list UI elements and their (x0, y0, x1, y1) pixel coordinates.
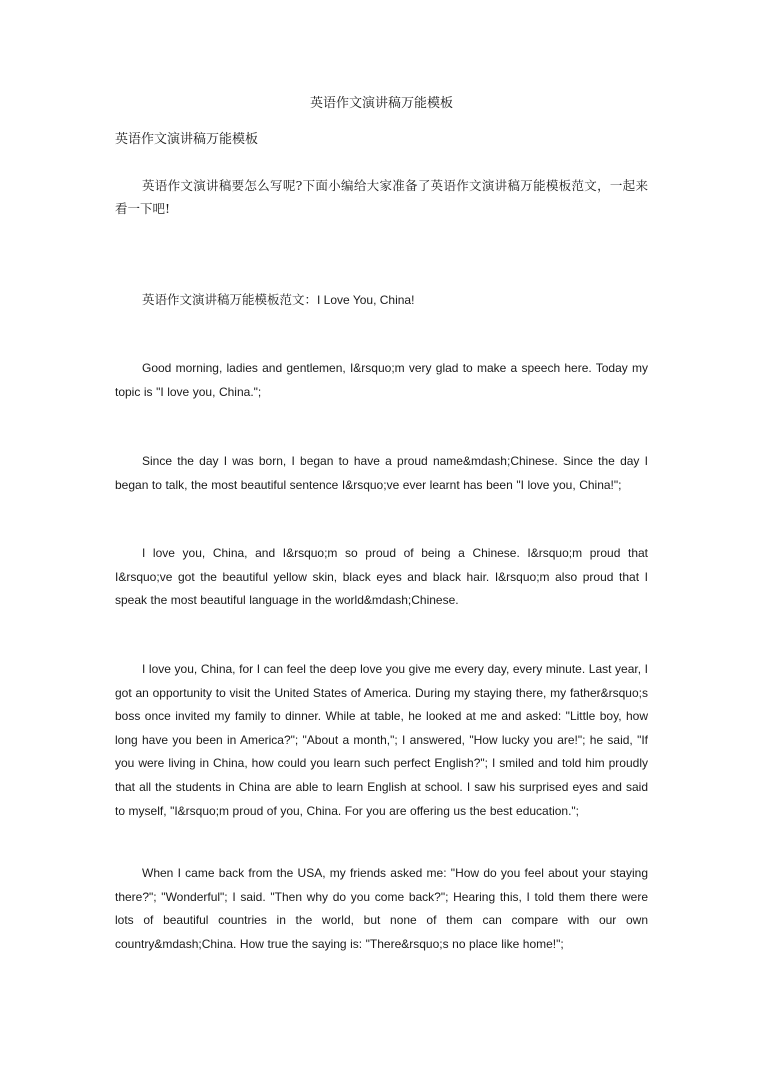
document-title: 英语作文演讲稿万能模板 (309, 96, 453, 111)
intro-paragraph: 英语作文演讲稿要怎么写呢?下面小编给大家准备了英语作文演讲稿万能模板范文，一起来看一下吧! (115, 178, 648, 216)
essay-heading-en: I Love You, China! (317, 293, 415, 307)
essay-heading-cn: 英语作文演讲稿万能模板范文： (142, 292, 318, 307)
body-paragraph-5: When I came back from the USA, my friends asked me: "How do you feel about your staying there?"; "Wonderful"; I said. "Then why do you come back?"; Hearing this, I told them there were lots of beautiful countries in the world, but none of them can compare with our own country&mdash;China. How true the saying is: "There&rsquo;s no place like home!"; (115, 866, 648, 951)
document-subtitle: 英语作文演讲稿万能模板 (115, 132, 259, 147)
essay-heading (142, 290, 414, 310)
body-paragraph-2: Since the day I was born, I began to have a proud name&mdash;Chinese. Since the day I began to talk, the most beautiful sentence I&rsquo;ve ever learnt has been "I love you, China!"; (115, 454, 648, 492)
body-paragraph-1: Good morning, ladies and gentlemen, I&rsquo;m very glad to make a speech here. Today my topic is "I love you, China."; (115, 361, 648, 399)
body-paragraph-4: I love you, China, for I can feel the deep love you give me every day, every minute. Last year, I got an opportunity to visit the United States of America. During my staying there, my father&rsquo;s boss once invited my family to dinner. While at table, he looked at me and asked: "Little boy, how long have you been in America?"; "About a month,"; I answered, "How lucky you are!"; he said, "If you were living in China, how could you learn such perfect English?"; I smiled and told him proudly that all the students in China are able to learn English at school. I saw his surprised eyes and said to myself, "I&rsquo;m proud of you, China. For you are offering us the best education."; (115, 662, 648, 818)
body-paragraph-3: I love you, China, and I&rsquo;m so proud of being a Chinese. I&rsquo;m proud that I&rsquo;ve got the beautiful yellow skin, black eyes and black hair. I&rsquo;m also proud that I speak the most beautiful language in the world&mdash;Chinese. (115, 546, 648, 608)
